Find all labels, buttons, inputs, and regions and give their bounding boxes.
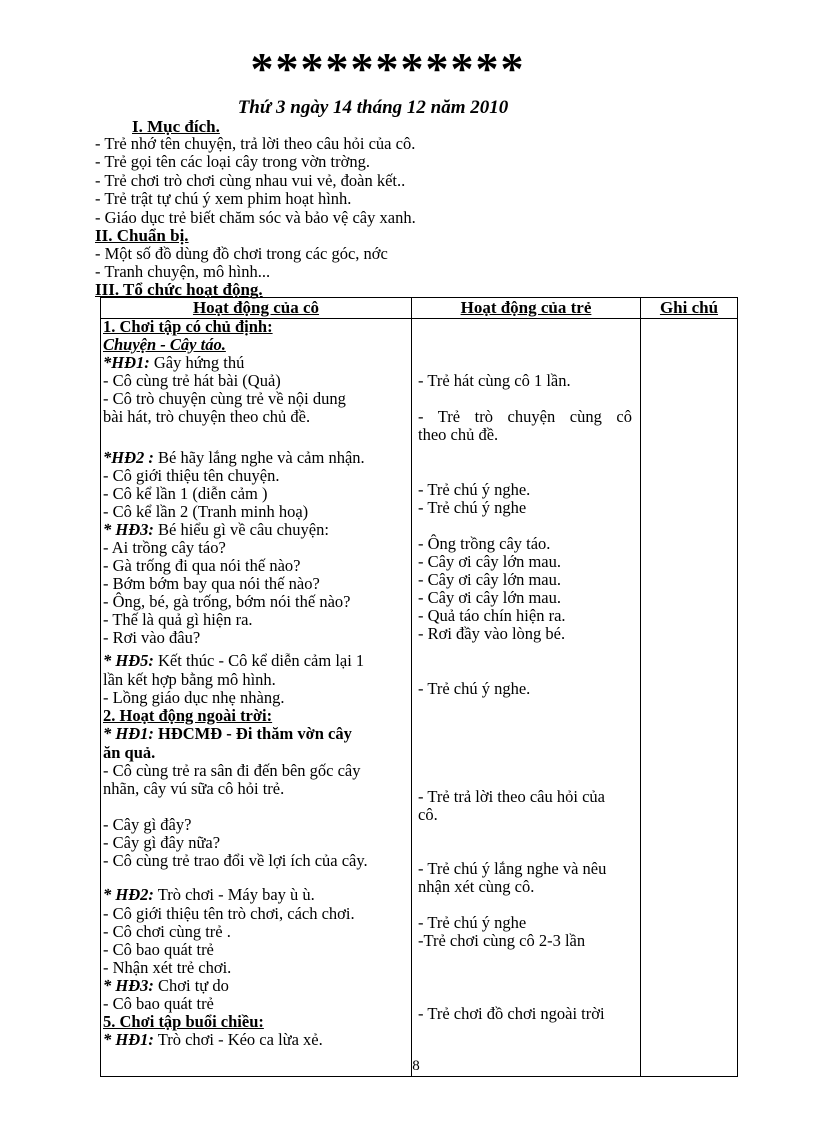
co-line: - Rơi vào đâu? — [103, 628, 201, 647]
hd-text: Chơi tự do — [153, 976, 229, 995]
hd-text: Trò chơi - Máy bay ù ù. — [153, 885, 315, 904]
tre-line: - Trẻ chú ý nghe. — [418, 679, 531, 698]
hd-text: Bé hiểu gì về câu chuyện: — [153, 520, 329, 539]
tre-line: -Trẻ chơi cùng cô 2-3 lần — [418, 931, 586, 950]
hd-text: Bé hãy lắng nghe và cảm nhận. — [153, 448, 365, 467]
hd-label: * HĐ3: — [103, 520, 154, 539]
activity5-heading: 5. Chơi tập buổi chiều: — [103, 1012, 264, 1031]
tre-line: - Cây ơi cây lớn mau. — [418, 588, 561, 607]
hd-label: * HĐ5: — [103, 651, 154, 670]
co-line: - Cô giới thiệu tên chuyện. — [103, 466, 280, 485]
tre-line: - Trẻ chơi đồ chơi ngoài trời — [418, 1004, 605, 1023]
section2-heading: II. Chuẩn bị. — [95, 226, 189, 245]
co-line: nhãn, cây vú sữa cô hỏi trẻ. — [103, 779, 285, 798]
tre-line: cô. — [418, 805, 438, 824]
header-co: Hoạt động của cô — [101, 298, 412, 319]
section3-heading: III. Tổ chức hoạt động. — [95, 280, 263, 299]
section2-item: - Tranh chuyện, mô hình... — [95, 262, 271, 281]
hd-text: Trò chơi - Kéo ca lừa xẻ. — [153, 1030, 323, 1049]
tre-line: - Quả táo chín hiện ra. — [418, 606, 566, 625]
co-line: - Cô kể lần 1 (diễn cảm ) — [103, 484, 268, 503]
co-line: - Cô giới thiệu tên trò chơi, cách chơi. — [103, 904, 355, 923]
co-line: lần kết hợp bằng mô hình. — [103, 670, 276, 689]
co-line: - Cô chơi cùng trẻ . — [103, 922, 231, 941]
co-line — [103, 521, 329, 539]
co-line: - Cô cùng trẻ trao đổi về lợi ích của cây. — [103, 851, 368, 870]
story-title: Chuyện - Cây táo. — [103, 335, 226, 354]
co-line: - Lồng giáo dục nhẹ nhàng. — [103, 688, 285, 707]
co-line: - Cô kể lần 2 (Tranh minh hoạ) — [103, 502, 309, 521]
date-line: Thứ 3 ngày 14 tháng 12 năm 2010 — [237, 97, 509, 118]
activity2-heading: 2. Hoạt động ngoài trời: — [103, 706, 273, 725]
tre-line: - Trẻ hát cùng cô 1 lần. — [418, 371, 571, 390]
tre-line: - Trẻ trả lời theo câu hỏi của — [418, 787, 605, 806]
hd-label: * HĐ1: — [103, 724, 154, 743]
co-line: - Cô bao quát trẻ — [103, 994, 214, 1013]
tre-line: - Trẻ chú ý nghe. — [418, 480, 531, 499]
section1-item: - Trẻ nhớ tên chuyện, trả lời theo câu hỏi của cô. — [95, 134, 416, 153]
tre-line: - Trẻ trò chuyện cùng cô — [418, 407, 632, 426]
co-line: bài hát, trò chuyện theo chủ đề. — [103, 407, 311, 426]
tre-line: nhận xét cùng cô. — [418, 877, 535, 896]
tre-line: - Cây ơi cây lớn mau. — [418, 552, 561, 571]
header-ghichu: Ghi chú — [641, 298, 738, 319]
co-line: - Cô bao quát trẻ — [103, 940, 214, 959]
co-line — [103, 1031, 323, 1049]
hd-text: Gây hứng thú — [149, 353, 245, 372]
co-line: - Bớm bớm bay qua nói thế nào? — [103, 574, 320, 593]
co-line — [103, 354, 244, 372]
tre-line: - Cây ơi cây lớn mau. — [418, 570, 561, 589]
tre-line: - Trẻ chú ý nghe — [418, 913, 527, 932]
co-line: - Thế là quả gì hiện ra. — [103, 610, 253, 629]
co-line — [103, 977, 229, 995]
hd-label: *HĐ2 : — [103, 448, 154, 467]
co-line: - Ai trồng cây táo? — [103, 538, 226, 557]
section1-item: - Trẻ chơi trò chơi cùng nhau vui vẻ, đoàn kết.. — [95, 171, 406, 190]
co-line: ăn quả. — [103, 743, 156, 762]
co-line: - Gà trống đi qua nói thế nào? — [103, 556, 301, 575]
tre-line: - Rơi đầy vào lòng bé. — [418, 624, 566, 643]
header-tre: Hoạt động của trẻ — [412, 298, 641, 319]
co-line: - Cây gì đây nữa? — [103, 833, 221, 852]
co-line: - Nhận xét trẻ chơi. — [103, 958, 232, 977]
title-stars: *********** — [250, 43, 526, 94]
co-line: - Cô cùng trẻ hát bài (Quả) — [103, 371, 281, 390]
page-number: 8 — [412, 1058, 420, 1074]
co-line: - Cô cùng trẻ ra sân đi đến bên gốc cây — [103, 761, 361, 780]
section1-item: - Trẻ trật tự chú ý xem phim hoạt hình. — [95, 189, 352, 208]
hd-label: * HĐ3: — [103, 976, 154, 995]
co-line: - Ông, bé, gà trống, bớm nói thế nào? — [103, 592, 351, 611]
section1-item: - Trẻ gọi tên các loại cây trong vờn trờng. — [95, 152, 370, 171]
co-line: - Cô trò chuyện cùng trẻ về nội dung — [103, 389, 346, 408]
cell-ghichu — [641, 319, 738, 1077]
co-line — [103, 652, 364, 670]
section1-item: - Giáo dục trẻ biết chăm sóc và bảo vệ cây xanh. — [95, 208, 416, 227]
section1-heading: I. Mục đích. — [132, 117, 220, 136]
tre-line: theo chủ đề. — [418, 425, 499, 444]
co-line: - Cây gì đây? — [103, 815, 192, 834]
hd-text: Kết thúc - Cô kể diễn cảm lại 1 — [153, 651, 365, 670]
co-line — [103, 725, 352, 743]
tre-line: - Ông trồng cây táo. — [418, 534, 551, 553]
activity1-heading: 1. Chơi tập có chủ định: — [103, 317, 273, 336]
hd-label: *HĐ1: — [103, 353, 150, 372]
tre-line: - Trẻ chú ý nghe — [418, 498, 527, 517]
co-line — [103, 449, 365, 467]
tre-line: - Trẻ chú ý lắng nghe và nêu — [418, 859, 607, 878]
section2-item: - Một số đồ dùng đồ chơi trong các góc, nớc — [95, 244, 388, 263]
co-line — [103, 886, 315, 904]
hd-label: * HĐ2: — [103, 885, 154, 904]
hd-text: HĐCMĐ - Đi thăm vờn cây — [153, 724, 352, 743]
hd-label: * HĐ1: — [103, 1030, 154, 1049]
